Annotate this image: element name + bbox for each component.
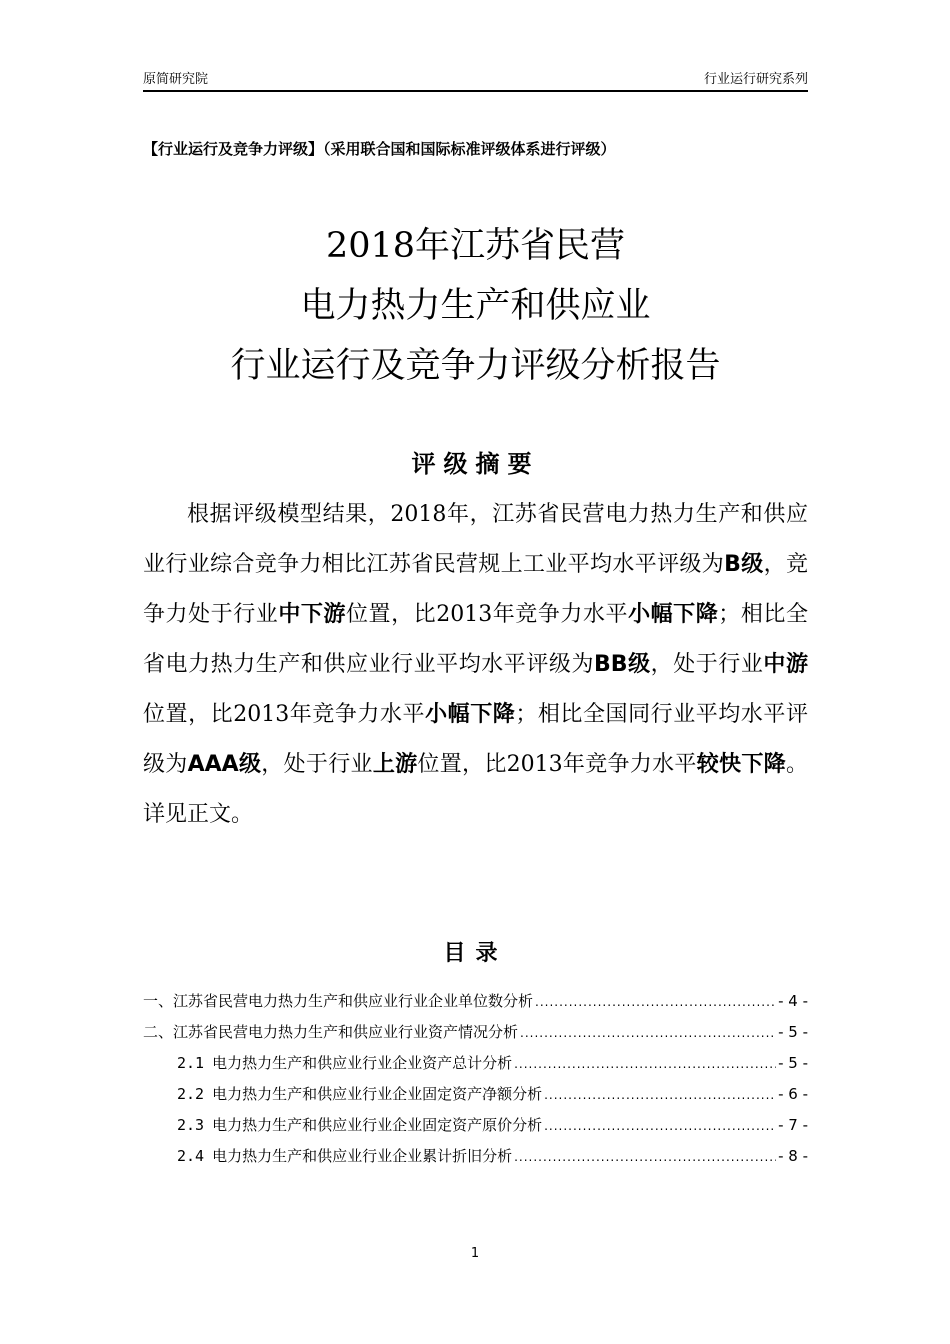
summary-emphasis: 小幅下降 xyxy=(425,702,516,727)
summary-text: 。详见正文。 xyxy=(143,752,808,827)
toc-dot-leader xyxy=(514,1142,776,1172)
toc-entry-number: 2.4 xyxy=(177,1147,205,1165)
toc-entry-title: 电力热力生产和供应业行业企业固定资产净额分析 xyxy=(212,1085,543,1103)
header-org-name: 原简研究院 xyxy=(143,72,209,87)
toc-entry[interactable] xyxy=(143,1017,808,1048)
page-header xyxy=(143,66,808,92)
toc-entry[interactable] xyxy=(143,1110,808,1141)
toc-entry-number: 一、 xyxy=(143,992,174,1010)
report-title xyxy=(143,216,808,396)
title-line-1: 2018年江苏省民营 xyxy=(325,226,626,266)
toc-entry[interactable] xyxy=(143,1079,808,1110)
rating-tag-line: 【行业运行及竞争力评级】（采用联合国和国际标准评级体系进行评级） xyxy=(143,140,616,158)
toc-heading: 目录 xyxy=(443,941,508,966)
summary-text: ；相比全国同行业平均水平评级为 xyxy=(143,702,808,777)
toc-entry-number: 2.1 xyxy=(177,1054,205,1072)
summary-emphasis: BB级 xyxy=(594,652,651,677)
summary-emphasis: 小幅下降 xyxy=(628,602,719,627)
summary-heading: 评级摘要 xyxy=(411,450,540,478)
summary-paragraph xyxy=(143,490,808,840)
summary-emphasis: 较快下降 xyxy=(696,752,786,777)
toc-entry[interactable] xyxy=(143,986,808,1017)
summary-text: ，处于行业 xyxy=(650,652,764,677)
toc-entry-number: 2.3 xyxy=(177,1116,205,1134)
toc-dot-leader xyxy=(514,1049,776,1079)
toc-dot-leader xyxy=(544,1080,776,1110)
toc-entry-page: - 5 - xyxy=(778,1054,808,1072)
summary-emphasis: 中游 xyxy=(763,652,808,677)
toc-dot-leader xyxy=(544,1111,776,1141)
summary-text: ；相比全省电力热力生产和供应业行业平均水平评级为 xyxy=(143,602,808,677)
summary-text: 位置，比2013年竞争力水平 xyxy=(346,602,629,627)
toc-entry-page: - 8 - xyxy=(778,1147,808,1165)
summary-emphasis: 中下游 xyxy=(278,602,346,627)
page-number: 1 xyxy=(470,1246,480,1261)
toc-entry[interactable] xyxy=(143,1048,808,1079)
toc-entry-page: - 4 - xyxy=(778,992,808,1010)
summary-emphasis: 上游 xyxy=(372,752,418,777)
summary-text: ，竞争力处于行业 xyxy=(143,552,808,627)
toc-entry-page: - 5 - xyxy=(778,1023,808,1041)
summary-text: 位置，比2013年竞争力水平 xyxy=(143,702,426,727)
toc-entry-title: 江苏省民营电力热力生产和供应业行业企业单位数分析 xyxy=(173,992,534,1010)
table-of-contents xyxy=(143,986,808,1172)
summary-body xyxy=(143,490,808,840)
title-line-3: 行业运行及竞争力评级分析报告 xyxy=(230,346,721,386)
title-line-2: 电力热力生产和供应业 xyxy=(300,286,651,326)
summary-emphasis: B级 xyxy=(724,552,764,577)
toc-entry-number: 2.2 xyxy=(177,1085,205,1103)
toc-entry-page: - 7 - xyxy=(778,1116,808,1134)
summary-text: 位置，比2013年竞争力水平 xyxy=(417,752,697,777)
toc-entry-title: 电力热力生产和供应业行业企业资产总计分析 xyxy=(212,1054,513,1072)
summary-text: 根据评级模型结果，2018年，江苏省民营电力热力生产和供应业行业综合竞争力相比江苏省民营规上工业平均水平评级为 xyxy=(143,502,808,577)
toc-entry-number: 二、 xyxy=(143,1023,174,1041)
toc-entry[interactable] xyxy=(143,1141,808,1172)
header-series-name: 行业运行研究系列 xyxy=(703,72,808,87)
toc-dot-leader xyxy=(520,1018,776,1048)
toc-entry-title: 电力热力生产和供应业行业企业累计折旧分析 xyxy=(212,1147,513,1165)
toc-entry-page: - 6 - xyxy=(778,1085,808,1103)
summary-emphasis: AAA级 xyxy=(187,752,262,777)
toc-entry-title: 江苏省民营电力热力生产和供应业行业资产情况分析 xyxy=(173,1023,519,1041)
toc-entry-title: 电力热力生产和供应业行业企业固定资产原价分析 xyxy=(212,1116,543,1134)
toc-dot-leader xyxy=(535,987,776,1017)
summary-text: ，处于行业 xyxy=(261,752,373,777)
